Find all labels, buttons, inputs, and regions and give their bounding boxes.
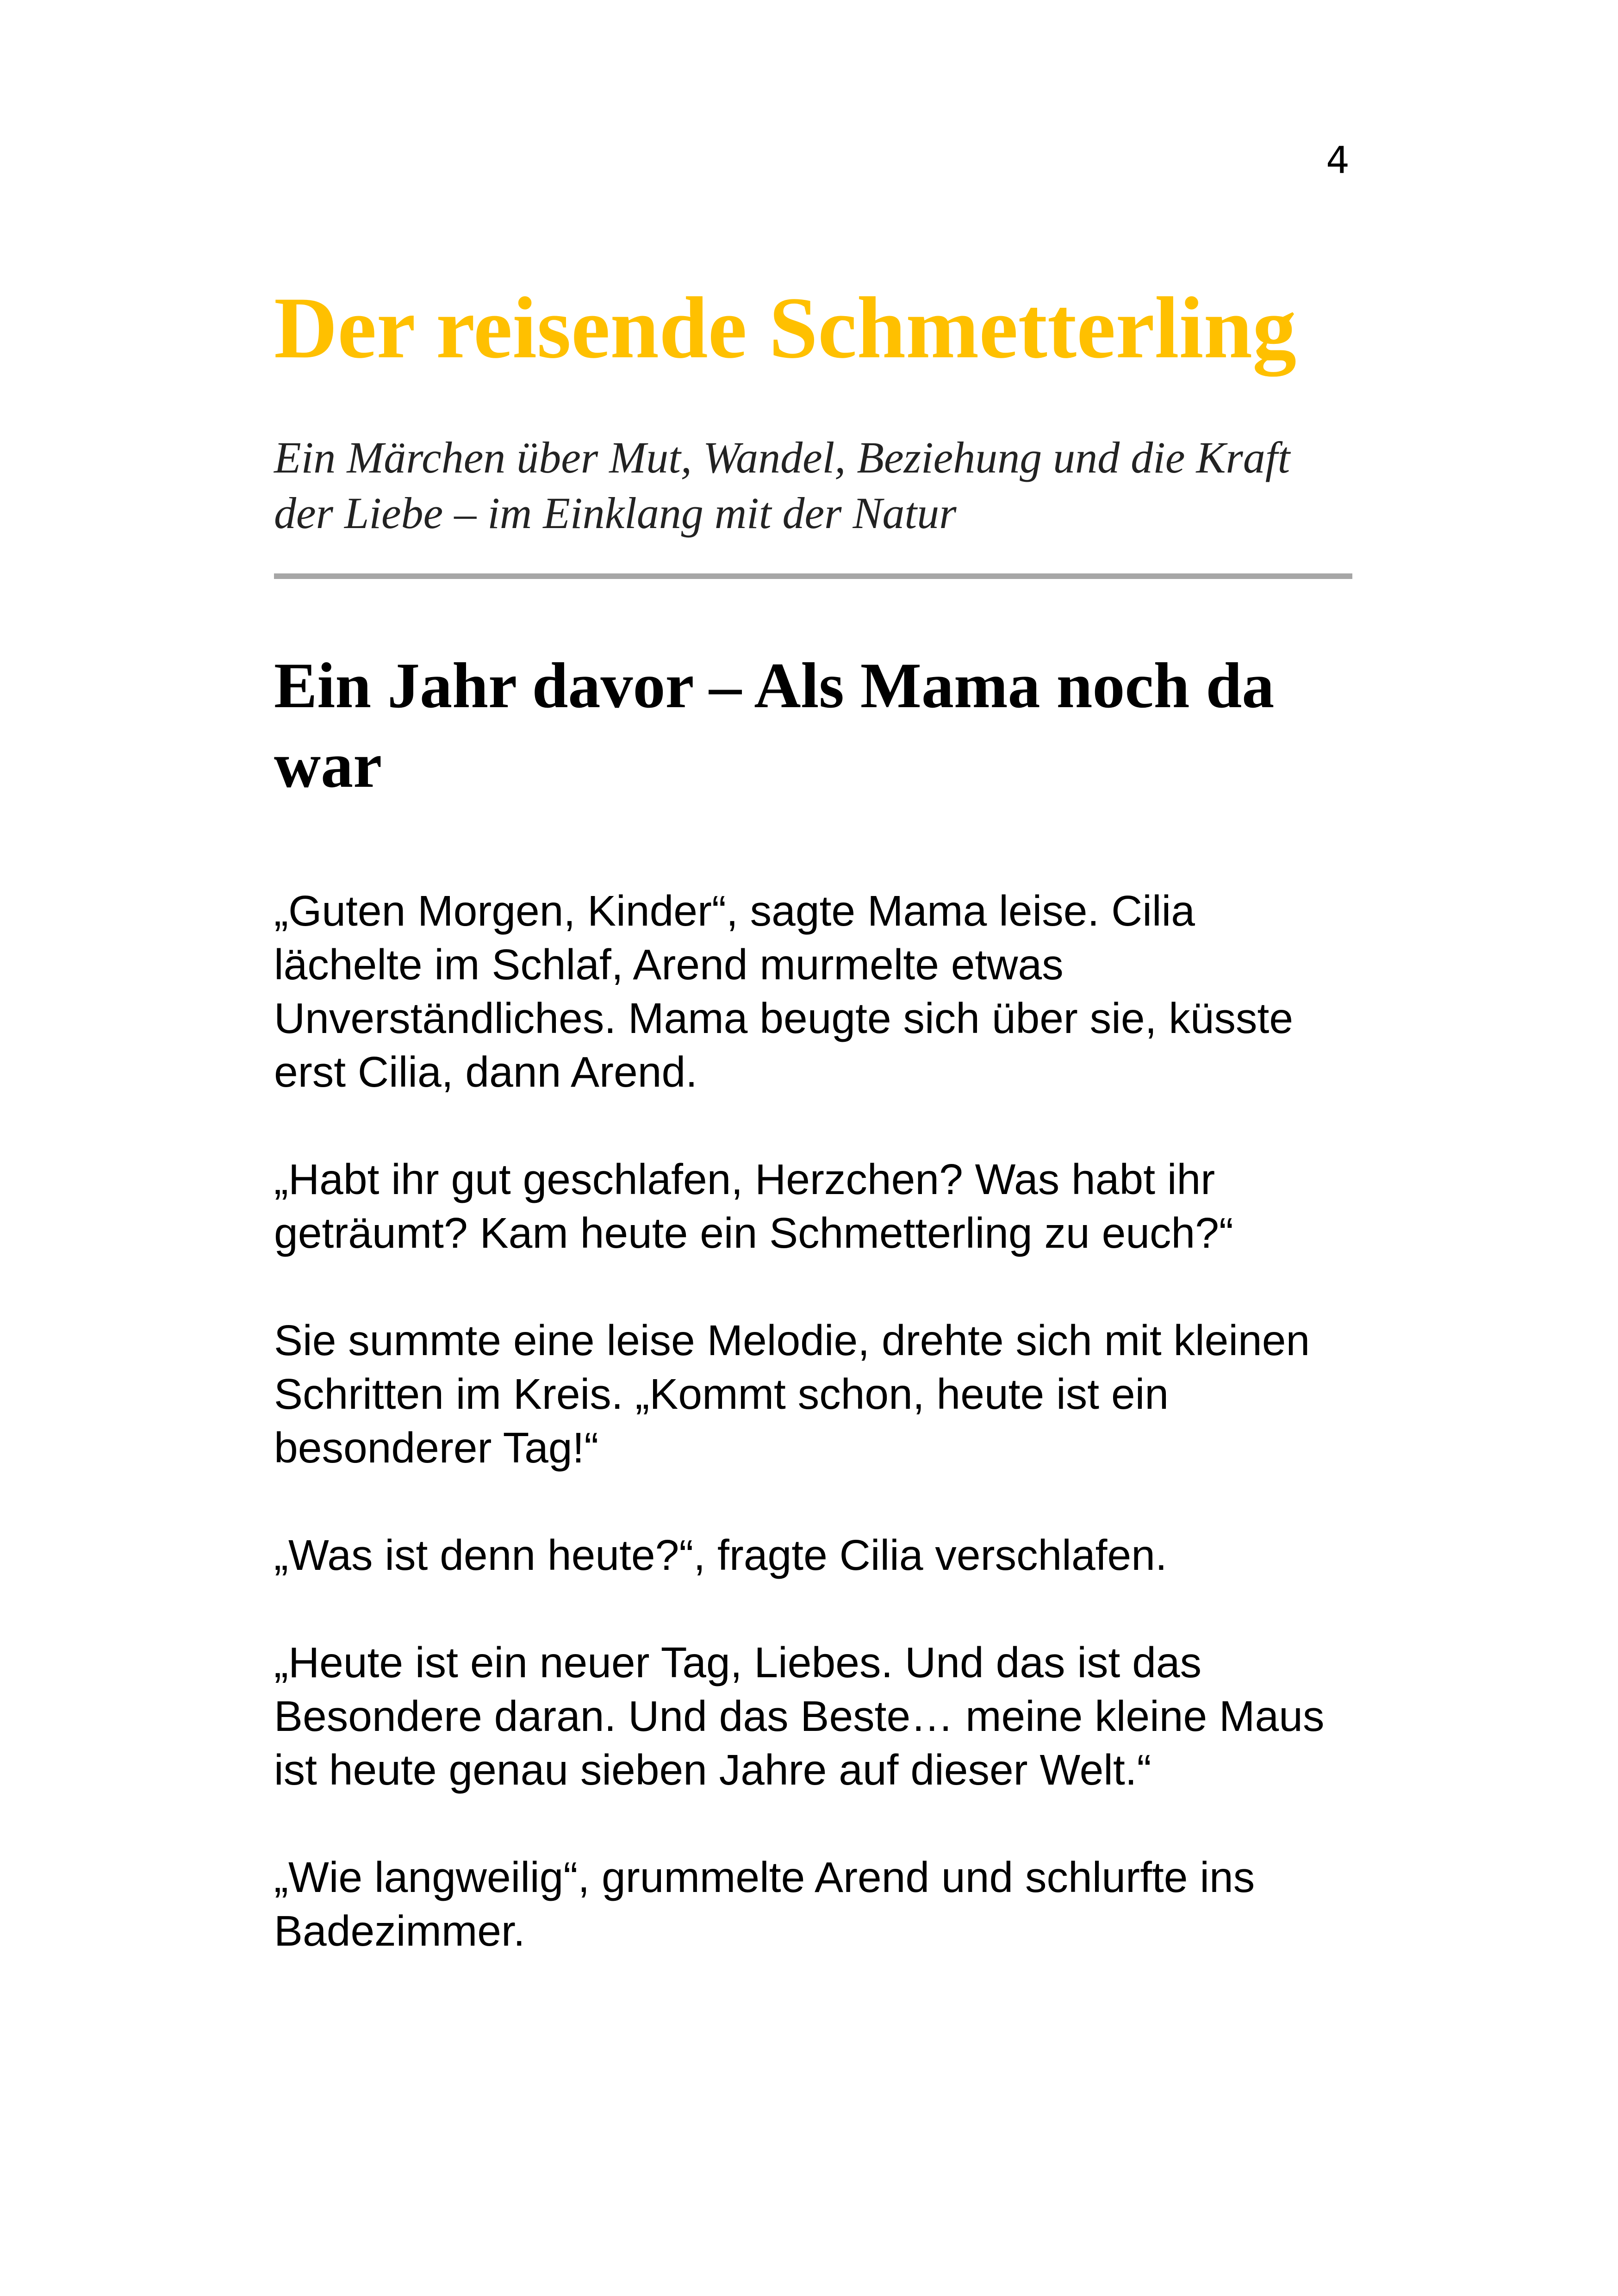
title-divider xyxy=(274,573,1352,579)
paragraph: Sie summte eine leise Melodie, drehte sich mit kleinen Schritten im Kreis. „Kommt schon, heute ist ein besonderer Tag!“ xyxy=(274,1316,1310,1472)
page-number: 4 xyxy=(1326,139,1350,182)
chapter-body xyxy=(274,884,1352,1958)
paragraph: „Habt ihr gut geschlafen, Herzchen? Was habt ihr geträumt? Kam heute ein Schmetterling zu euch?“ xyxy=(274,1155,1233,1257)
book-title: Der reisende Schmetterling xyxy=(274,280,1297,377)
page-content xyxy=(274,278,1352,2011)
paragraph: „Wie langweilig“, grummelte Arend und schlurfte ins Badezimmer. xyxy=(274,1853,1255,1955)
subtitle: Ein Märchen über Mut, Wandel, Beziehung und die Kraft der Liebe – im Einklang mit der Natur xyxy=(274,432,1290,538)
paragraph: „Heute ist ein neuer Tag, Liebes. Und das ist das Besondere daran. Und das Beste… meine kleine Maus ist heute genau sieben Jahre auf dieser Welt.“ xyxy=(274,1638,1325,1794)
paragraph: „Was ist denn heute?“, fragte Cilia verschlafen. xyxy=(274,1531,1167,1579)
paragraph: „Guten Morgen, Kinder“, sagte Mama leise. Cilia lächelte im Schlaf, Arend murmelte etwas Unverständliches. Mama beugte sich über sie, küsste erst Cilia, dann Arend. xyxy=(274,886,1294,1096)
chapter-title: Ein Jahr davor – Als Mama noch da war xyxy=(274,649,1275,801)
